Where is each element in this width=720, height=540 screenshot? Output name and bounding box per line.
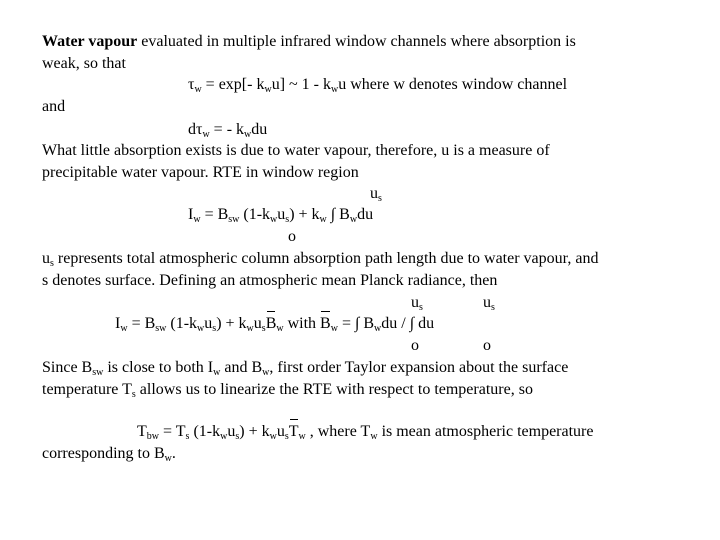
subscript: w xyxy=(276,323,284,334)
math-text: du xyxy=(414,315,435,332)
math-text: with xyxy=(283,315,321,332)
subscript: s xyxy=(285,214,290,225)
math-text: temperature T xyxy=(42,381,132,398)
subscript: s xyxy=(261,323,266,334)
math-text: = xyxy=(337,315,355,332)
subscript: w xyxy=(370,431,378,442)
math-text: is mean atmospheric temperature xyxy=(377,423,594,440)
integral-upper-limit xyxy=(370,183,382,205)
paragraph-1-line-2: weak, so that xyxy=(42,55,126,72)
equation-mean-radiance xyxy=(115,313,434,335)
subscript: sw xyxy=(155,323,167,334)
subscript: w xyxy=(213,367,221,378)
integral-upper-limit-2 xyxy=(483,292,495,314)
math-text: τ xyxy=(188,76,195,93)
math-text: I xyxy=(188,206,194,223)
equation-brightness-temperature xyxy=(137,421,593,443)
subscript: w xyxy=(194,84,202,95)
paragraph-3-line-2: s denotes surface. Defining an atmospheric mean Planck radiance, then xyxy=(42,272,498,289)
math-text: u xyxy=(370,185,378,202)
subscript: s xyxy=(131,389,136,400)
paragraph-4-line-1 xyxy=(42,357,568,379)
mean-B: B xyxy=(266,313,277,335)
math-text: ) + k xyxy=(289,206,320,223)
math-text: u xyxy=(411,294,419,311)
subscript: s xyxy=(185,431,190,442)
subscript: w xyxy=(349,214,358,225)
subscript: w xyxy=(298,431,306,442)
subscript: s xyxy=(212,323,217,334)
math-text: and B xyxy=(220,359,263,376)
paragraph-1-line-1 xyxy=(42,31,576,53)
subscript: w xyxy=(270,214,278,225)
math-text: u where w denotes window channel xyxy=(338,76,568,93)
math-text: = B xyxy=(127,315,156,332)
subscript: w xyxy=(193,214,201,225)
integral-sign: ∫ xyxy=(409,315,415,332)
subscript: w xyxy=(197,323,205,334)
paragraph-2-line-1: What little absorption exists is due to water vapour, therefore, u is a measure of xyxy=(42,142,550,159)
math-text: du xyxy=(251,121,268,138)
paragraph-3-line-1 xyxy=(42,248,598,270)
subscript: s xyxy=(378,193,382,204)
integral-lower-limit-1: o xyxy=(411,337,419,354)
math-text: u xyxy=(227,423,236,440)
subscript: bw xyxy=(146,431,160,442)
math-text: represents total atmospheric column absorption path length due to water vapour, and xyxy=(53,250,599,267)
math-text: u xyxy=(204,315,213,332)
mean-B-def: B xyxy=(320,313,331,335)
math-text: dτ xyxy=(188,121,203,138)
subscript: s xyxy=(50,258,54,269)
equation-transmittance xyxy=(188,74,567,96)
paragraph-4-line-2 xyxy=(42,379,533,401)
math-text: . xyxy=(171,445,176,462)
subscript: s xyxy=(491,302,495,313)
math-text: , where T xyxy=(305,423,371,440)
subscript: w xyxy=(319,214,327,225)
connector-and: and xyxy=(42,98,66,115)
paragraph-2-line-2: precipitable water vapour. RTE in window region xyxy=(42,164,359,181)
math-text: u xyxy=(276,423,285,440)
subscript: w xyxy=(164,453,172,464)
math-text: I xyxy=(115,315,121,332)
integral-lower-limit-2: o xyxy=(483,337,491,354)
math-text: (1-k xyxy=(239,206,271,223)
integral-sign: ∫ xyxy=(330,206,336,223)
math-text: (1-k xyxy=(189,423,221,440)
subscript: w xyxy=(120,323,128,334)
subscript: s xyxy=(284,431,289,442)
math-text: u xyxy=(42,250,50,267)
integral-lower-limit: o xyxy=(288,228,296,245)
math-text: u xyxy=(253,315,262,332)
math-text: ) + k xyxy=(216,315,247,332)
math-text: , first order Taylor expansion about the surface xyxy=(269,359,569,376)
subscript: w xyxy=(220,431,228,442)
math-text: Since B xyxy=(42,359,93,376)
math-text: = T xyxy=(159,423,186,440)
math-text: is close to both I xyxy=(103,359,214,376)
subscript: w xyxy=(202,129,210,140)
subscript: w xyxy=(264,84,272,95)
math-text: allows us to linearize the RTE with respect to temperature, so xyxy=(135,381,533,398)
math-text: du / xyxy=(381,315,406,332)
subscript: sw xyxy=(92,367,104,378)
text: evaluated in multiple infrared window channels where absorption is xyxy=(137,33,576,50)
equation-differential xyxy=(188,119,267,141)
subscript: s xyxy=(235,431,240,442)
paragraph-5 xyxy=(42,443,176,465)
math-text: B xyxy=(363,315,375,332)
math-text: corresponding to B xyxy=(42,445,165,462)
math-text: B xyxy=(339,206,350,223)
math-text: T xyxy=(137,423,147,440)
heading-term: Water vapour xyxy=(42,33,138,50)
math-text: u] ~ 1 - k xyxy=(271,76,331,93)
subscript: w xyxy=(246,323,254,334)
subscript: w xyxy=(374,323,382,334)
subscript: w xyxy=(330,323,338,334)
math-text: = B xyxy=(200,206,229,223)
integral-sign: ∫ xyxy=(354,315,360,332)
math-text: ) + k xyxy=(239,423,270,440)
math-text: = exp[- k xyxy=(201,76,265,93)
math-text: (1-k xyxy=(166,315,198,332)
math-text: du xyxy=(357,206,374,223)
subscript: sw xyxy=(228,214,240,225)
math-text: u xyxy=(483,294,491,311)
subscript: w xyxy=(269,431,277,442)
math-text: u xyxy=(277,206,286,223)
subscript: w xyxy=(262,367,270,378)
mean-T: T xyxy=(289,421,299,443)
integral-upper-limit-1 xyxy=(411,292,423,314)
subscript: w xyxy=(331,84,339,95)
math-text: = - k xyxy=(209,121,245,138)
equation-rte xyxy=(188,204,373,226)
subscript: s xyxy=(419,302,423,313)
subscript: w xyxy=(244,129,252,140)
